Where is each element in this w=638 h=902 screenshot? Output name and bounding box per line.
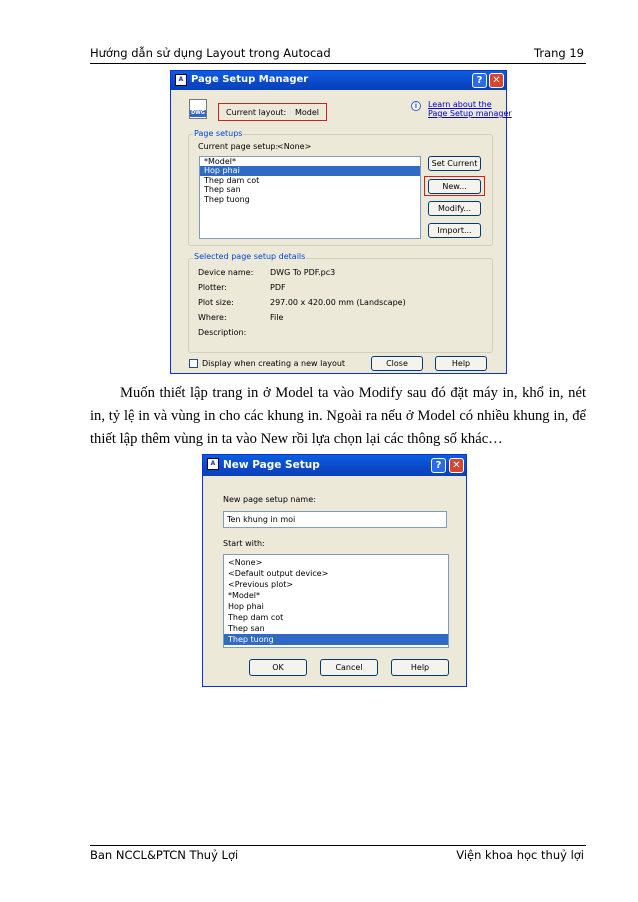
modify-button[interactable]: Modify... (428, 201, 481, 216)
ok-button[interactable]: OK (249, 659, 307, 676)
help-button[interactable]: Help (391, 659, 449, 676)
detail-label: Where: (198, 313, 227, 322)
list-item[interactable]: Hop phai (200, 166, 420, 175)
list-item[interactable]: Thep dam cot (228, 613, 284, 622)
learn-link-line1[interactable]: Learn about the (428, 100, 492, 109)
dialog-title: New Page Setup (223, 459, 320, 471)
detail-label: Description: (198, 328, 247, 337)
detail-label: Plotter: (198, 283, 227, 292)
help-icon[interactable]: ? (472, 73, 487, 88)
details-group-label: Selected page setup details (194, 252, 306, 261)
list-item[interactable]: <None> (228, 558, 263, 567)
footer-left: Ban NCCL&PTCN Thuỷ Lợi (90, 848, 239, 862)
header-title: Hướng dẫn sử dụng Layout trong Autocad (90, 46, 331, 60)
list-item[interactable]: Thep san (204, 185, 241, 195)
new-page-setup-dialog (202, 454, 467, 687)
list-item[interactable]: <Previous plot> (228, 580, 294, 589)
page-setup-manager-dialog (170, 70, 512, 374)
display-new-layout-label: Display when creating a new layout (202, 359, 346, 368)
learn-link-line2[interactable]: Page Setup manager (428, 109, 512, 118)
new-button[interactable]: New... (428, 179, 481, 194)
header-page-number: Trang 19 (534, 46, 584, 60)
header-rule (90, 63, 586, 64)
list-item[interactable]: Thep tuong (204, 194, 250, 204)
page-header (90, 46, 586, 62)
footer-right: Viện khoa học thuỷ lợi (456, 848, 584, 862)
dialog-title: Page Setup Manager (191, 74, 309, 85)
dwg-file-icon: DWG (189, 99, 207, 119)
footer-rule (90, 845, 586, 846)
setup-name-input[interactable]: Ten khung in moi (223, 511, 447, 528)
close-icon[interactable]: ✕ (489, 73, 504, 88)
name-label: New page setup name: (223, 495, 316, 504)
list-item[interactable]: *Model* (228, 591, 261, 600)
detail-value: File (270, 313, 284, 322)
list-item[interactable]: Thep dam cot (204, 175, 260, 185)
detail-value: 297.00 x 420.00 mm (Landscape) (270, 298, 406, 307)
page-setups-list[interactable] (199, 156, 421, 239)
info-icon: i (411, 101, 421, 111)
start-with-label: Start with: (223, 539, 265, 548)
detail-value: PDF (270, 283, 286, 292)
current-layout-value: Model (295, 108, 320, 117)
import-button[interactable]: Import... (428, 223, 481, 238)
autocad-app-icon: A (207, 458, 219, 470)
set-current-button[interactable]: Set Current (428, 156, 481, 171)
current-layout-label: Current layout: (226, 108, 287, 117)
close-button[interactable]: Close (371, 356, 423, 371)
body-paragraph (90, 382, 586, 451)
title-bar[interactable] (171, 71, 506, 90)
paragraph-text: Muốn thiết lập trang in ở Model ta vào Modify sau đó đặt máy in, khổ in, nét in, tỷ lệ in và vùng in cho các khung in. Ngoài ra nếu ở Model có nhiều khung in, để thiết lập thêm vùng in ta vào New rồi lựa chọn lại các thông số khác… (90, 385, 586, 447)
detail-value: DWG To PDF.pc3 (270, 268, 336, 277)
help-icon[interactable]: ? (431, 458, 446, 473)
list-item[interactable]: Thep san (228, 624, 265, 633)
current-page-setup-value: <None> (277, 142, 312, 151)
detail-label: Plot size: (198, 298, 234, 307)
help-button[interactable]: Help (435, 356, 487, 371)
list-item[interactable]: <Default output device> (228, 569, 329, 578)
list-item[interactable]: *Model* (204, 157, 237, 166)
list-item[interactable]: Thep tuong (224, 634, 448, 645)
title-bar[interactable] (203, 455, 466, 476)
close-icon[interactable]: ✕ (449, 458, 464, 473)
detail-label: Device name: (198, 268, 254, 277)
cancel-button[interactable]: Cancel (320, 659, 378, 676)
autocad-app-icon: A (175, 74, 187, 86)
display-new-layout-checkbox[interactable] (189, 359, 198, 368)
list-item[interactable]: Hop phai (228, 602, 264, 611)
start-with-list[interactable] (223, 554, 449, 648)
page-setups-group-label: Page setups (194, 129, 243, 138)
current-page-setup-label: Current page setup: (198, 142, 279, 151)
